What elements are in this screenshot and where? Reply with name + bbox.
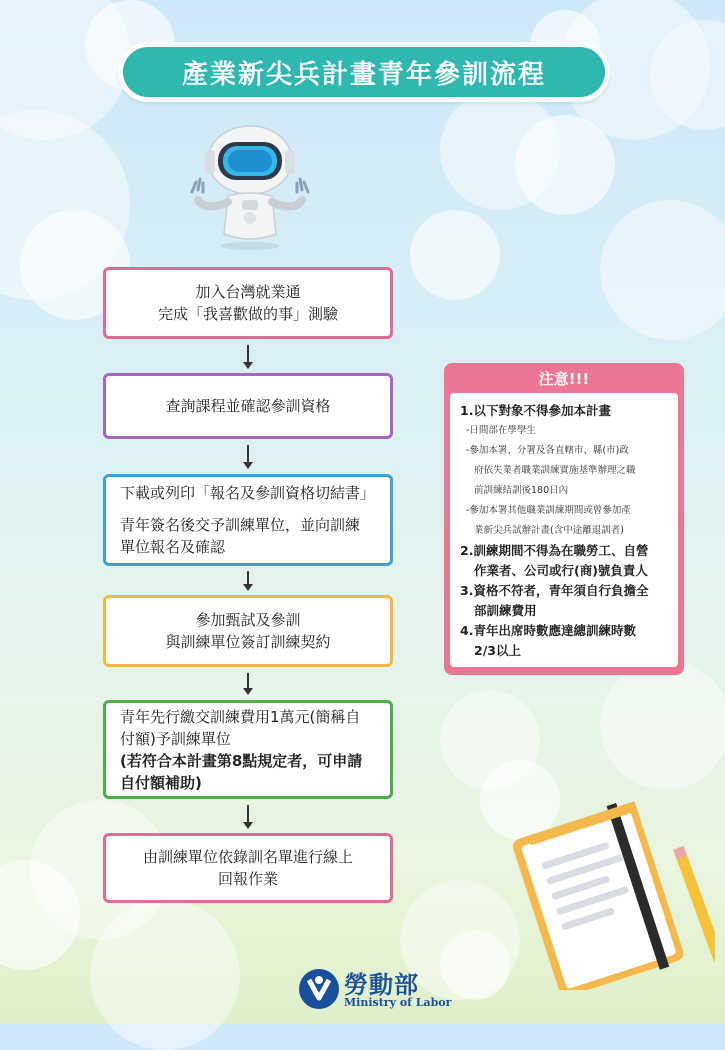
step-2-line-1: 查詢課程並確認參訓資格 bbox=[165, 397, 331, 415]
logo-name-english: Ministry of Labor bbox=[344, 996, 452, 1009]
notice-item-2-line-1: 2.訓練期間不得為在職勞工、自營 bbox=[460, 543, 649, 558]
notice-item-1-sub-3-line-1: -參加本署其他職業訓練期間或曾參加產 bbox=[466, 505, 631, 516]
step-3-line-2: 青年簽名後交予訓練單位，並向訓練 bbox=[120, 516, 361, 534]
notice-item-2-line-2: 作業者、公司或行(商)號負責人 bbox=[474, 563, 648, 578]
notice-item-1-sub-2-line-3: 前訓練結訓後180日內 bbox=[474, 485, 569, 496]
step-3-line-3: 單位報名及確認 bbox=[120, 538, 226, 556]
step-2-check-eligibility bbox=[103, 373, 393, 439]
step-6-line-1: 由訓練單位依錄訓名單進行線上 bbox=[142, 848, 353, 866]
step-5-line-2: 付額)予訓練單位 bbox=[120, 729, 231, 748]
step-3-download-affidavit bbox=[103, 474, 393, 566]
notice-item-1-title: 1.以下對象不得參加本計畫 bbox=[460, 403, 611, 418]
step-5-line-1: 青年先行繳交訓練費用1萬元(簡稱自 bbox=[120, 707, 361, 726]
notice-item-1-sub-3-line-2: 業新尖兵試辦計畫(含中途離退訓者) bbox=[474, 525, 624, 536]
notice-item-3-line-1: 3.資格不符者，青年須自行負擔全 bbox=[460, 583, 649, 598]
step-6-line-2: 回報作業 bbox=[217, 870, 278, 888]
step-1-join-taiwanjobs bbox=[103, 267, 393, 339]
logo-name-chinese: 勞動部 bbox=[344, 970, 419, 999]
notice-item-4-line-1: 4.青年出席時數應達總訓練時數 bbox=[460, 623, 636, 638]
notice-body bbox=[450, 393, 678, 667]
step-5-line-4: 自付額補助) bbox=[120, 773, 202, 792]
ministry-logo-icon bbox=[298, 968, 340, 1010]
step-4-line-2: 與訓練單位簽訂訓練契約 bbox=[165, 633, 331, 651]
step-4-selection-contract bbox=[103, 595, 393, 667]
step-1-line-1: 加入台灣就業通 bbox=[195, 283, 301, 301]
step-4-line-1: 參加甄試及參訓 bbox=[195, 611, 301, 629]
notice-item-3-line-2: 部訓練費用 bbox=[474, 603, 537, 618]
flow-arrow-1 bbox=[247, 345, 249, 367]
notice-item-4-line-2: 2/3以上 bbox=[474, 643, 521, 658]
notice-item-1-sub-2-line-1: -參加本署、分署及各直轄市、縣(市)政 bbox=[466, 445, 629, 456]
flow-arrow-4 bbox=[247, 673, 249, 693]
notice-panel bbox=[444, 363, 684, 675]
page-title: 產業新尖兵計畫青年參訓流程 bbox=[123, 47, 605, 97]
notice-item-1-sub-2-line-2: 府依失業者職業訓練實施基準辦理之職 bbox=[474, 465, 636, 476]
title-banner bbox=[118, 42, 610, 102]
notice-item-1-sub-1: -日間部在學學生 bbox=[466, 425, 536, 436]
step-1-line-2: 完成「我喜歡做的事」測驗 bbox=[157, 305, 338, 323]
flow-arrow-3 bbox=[247, 571, 249, 589]
flow-arrow-2 bbox=[247, 445, 249, 467]
flow-arrow-5 bbox=[247, 805, 249, 827]
notice-heading: 注意!!! bbox=[538, 369, 590, 388]
ministry-of-labor-logo bbox=[298, 965, 458, 1015]
step-6-report-online bbox=[103, 833, 393, 903]
step-5-line-3: (若符合本計畫第8點規定者，可申請 bbox=[120, 751, 363, 770]
robot-illustration bbox=[170, 122, 330, 252]
step-5-pay-fee bbox=[103, 700, 393, 799]
step-3-line-1: 下載或列印「報名及參訓資格切結書」 bbox=[120, 484, 376, 502]
notebook-illustration bbox=[510, 785, 715, 990]
